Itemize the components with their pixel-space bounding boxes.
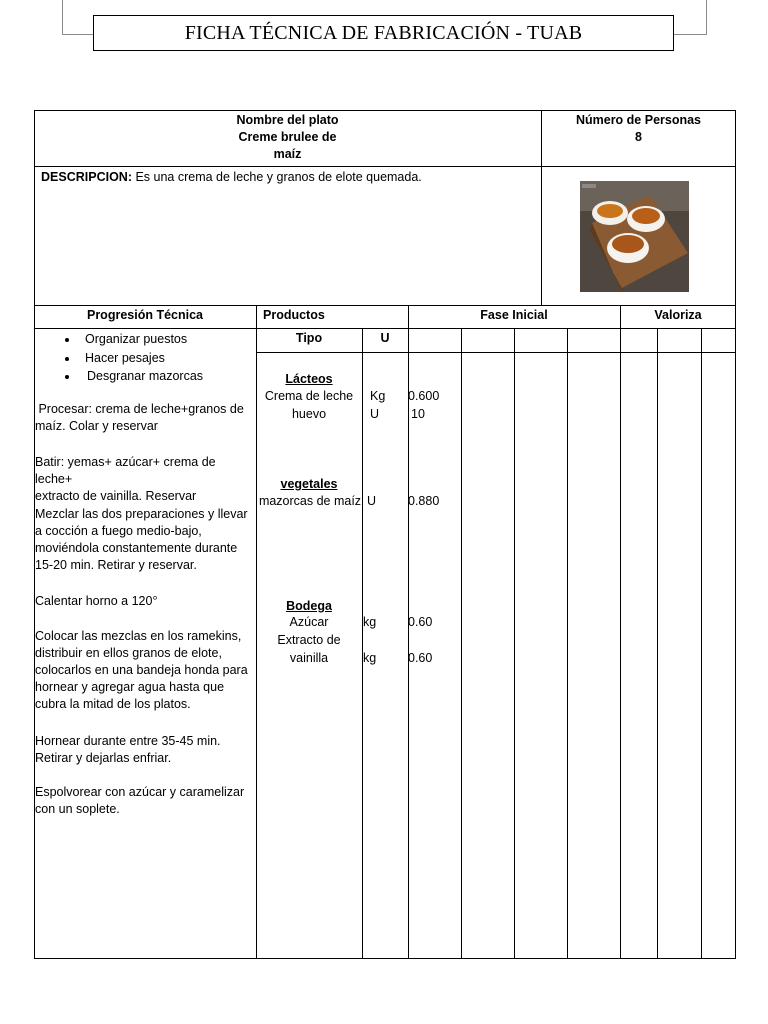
step-line: Procesar: crema de leche+granos de [35, 402, 244, 416]
step-paragraph [35, 401, 256, 435]
persons-cell [542, 112, 735, 146]
table-border [701, 328, 702, 959]
step-line: Retirar y dejarlas enfriar. [35, 751, 172, 765]
product-name: Extracto de [277, 633, 341, 647]
description [41, 169, 536, 186]
col-progression: Progresión Técnica [86, 308, 203, 322]
col-tipo: Tipo [295, 331, 323, 345]
product-name: vainilla [289, 651, 329, 665]
step-paragraph [35, 628, 256, 713]
table-border [362, 328, 363, 959]
description-text: Es una crema de leche y granos de elote quemada. [135, 170, 422, 184]
document-title: FICHA TÉCNICA DE FABRICACIÓN - TUAB [93, 15, 674, 51]
table-border [34, 958, 736, 959]
product-name: huevo [291, 407, 327, 421]
table-border [34, 328, 736, 329]
step-line: a cocción a fuego medio-bajo, [35, 524, 202, 538]
step-line: extracto de vainilla. Reservar [35, 489, 197, 503]
persons-value: 8 [635, 130, 642, 144]
col-unit: U [380, 331, 390, 345]
table-border [735, 110, 736, 959]
table-border [34, 166, 736, 167]
step-line: Calentar horno a 120° [35, 594, 158, 608]
col-fase-inicial: Fase Inicial [480, 308, 548, 322]
step-paragraph [35, 454, 256, 505]
table-border [567, 328, 568, 959]
step-line: Hornear durante entre 35-45 min. [35, 734, 221, 748]
product-name: Azúcar [289, 615, 329, 629]
step-paragraph [35, 733, 256, 767]
step-line: Espolvorear con azúcar y caramelizar [35, 785, 245, 799]
product-unit: U [367, 494, 377, 508]
step-line: cubra la mitad de los platos. [35, 697, 191, 711]
col-products: Productos [263, 308, 325, 322]
dish-name: Creme brulee de [238, 130, 337, 144]
product-unit: kg [363, 651, 377, 665]
table-border [34, 110, 736, 111]
step-line: Mezclar las dos preparaciones y llevar [35, 507, 248, 521]
dish-name: maíz [273, 147, 302, 161]
product-quantity: 10 [411, 407, 425, 421]
step-line: distribuir en ellos granos de elote, [35, 646, 222, 660]
table-border [657, 328, 658, 959]
product-quantity: 0.600 [408, 389, 440, 403]
group-lacteos: Lácteos [285, 372, 333, 386]
creme-brulee-photo-icon [580, 181, 689, 292]
step-paragraph [35, 784, 256, 818]
group-vegetales: vegetales [280, 477, 338, 491]
table-border [620, 305, 621, 959]
step-item: • Hacer pesajes [79, 349, 255, 368]
table-border [514, 328, 515, 959]
product-quantity: 0.60 [408, 651, 433, 665]
description-label: DESCRIPCION: [41, 170, 132, 184]
product-name: mazorcas de maíz [258, 494, 362, 508]
step-line: Colocar las mezclas en los ramekins, [35, 629, 242, 643]
group-bodega: Bodega [286, 599, 332, 613]
creme-brulee-photo [580, 181, 689, 292]
table-border [256, 352, 736, 353]
top-frame-line [62, 0, 63, 35]
step-item: • Organizar puestos [79, 330, 255, 349]
step-line: con un soplete. [35, 802, 120, 816]
step-line: maíz. Colar y reservar [35, 419, 158, 433]
dish-label: Nombre del plato [236, 113, 339, 127]
product-name: Crema de leche [264, 389, 354, 403]
product-unit: U [370, 407, 380, 421]
step-item: • Desgranar mazorcas [79, 367, 255, 386]
step-paragraph [35, 506, 256, 574]
top-frame-line [62, 34, 93, 35]
product-unit: kg [363, 615, 377, 629]
step-line: hornear y agregar agua hasta que [35, 680, 225, 694]
top-frame-line [706, 0, 707, 35]
table-border [461, 328, 462, 959]
step-line: moviéndola constantemente durante [35, 541, 238, 555]
persons-label: Número de Personas [575, 113, 702, 127]
step-paragraph [35, 593, 256, 610]
product-quantity: 0.880 [408, 494, 440, 508]
table-border [34, 305, 736, 306]
product-unit: Kg [370, 389, 386, 403]
steps-bullets [35, 330, 255, 386]
step-line: 15-20 min. Retirar y reservar. [35, 558, 197, 572]
dish-name-cell [180, 112, 395, 163]
step-line: Batir: yemas+ azúcar+ crema de leche+ [35, 455, 216, 486]
col-valoriza: Valoriza [654, 308, 702, 322]
step-line: colocarlos en una bandeja honda para [35, 663, 248, 677]
product-quantity: 0.60 [408, 615, 433, 629]
top-frame-line [674, 34, 707, 35]
